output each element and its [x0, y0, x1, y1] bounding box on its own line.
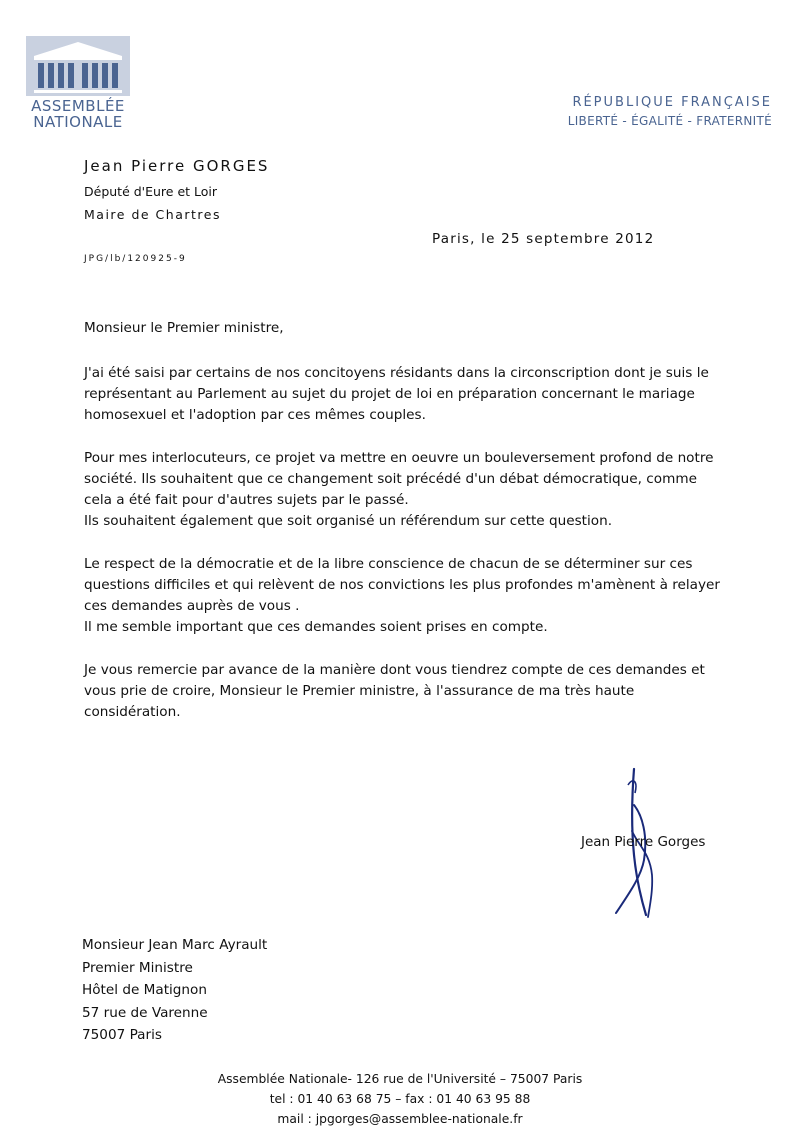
recipient-address — [82, 934, 267, 1047]
paragraph-line: Il me semble important que ces demandes soient prises en compte. — [84, 619, 548, 635]
recipient-line: 57 rue de Varenne — [82, 1004, 208, 1021]
salutation: Monsieur le Premier ministre, — [84, 320, 284, 336]
sender-role-deputy: Député d'Eure et Loir — [84, 184, 218, 199]
recipient-line: 75007 Paris — [82, 1027, 162, 1043]
republic-motto: LIBERTÉ - ÉGALITÉ - FRATERNITÉ — [567, 114, 772, 128]
letter-body — [84, 318, 734, 745]
sender-name: Jean Pierre GORGES — [84, 157, 270, 175]
hemicycle-icon — [26, 36, 130, 96]
republic-header — [542, 94, 772, 130]
paragraph-4 — [84, 660, 734, 723]
paragraph-2 — [84, 448, 734, 532]
reference-code: JPG/lb/120925-9 — [84, 254, 187, 264]
logo-text-line2: NATIONALE — [33, 113, 123, 131]
paragraph-1 — [84, 363, 734, 426]
assemblee-nationale-logo — [26, 36, 130, 130]
footer — [0, 1069, 800, 1129]
paragraph-line: J'ai été saisi par certains de nos concitoyens résidants dans la circonscription dont je suis le — [84, 365, 709, 381]
footer-phone: tel : 01 40 63 68 75 – fax : 01 40 63 95 88 — [269, 1092, 531, 1106]
recipient-line: Monsieur Jean Marc Ayrault — [82, 937, 268, 953]
paragraph-line: considération. — [84, 704, 181, 720]
date-line: Paris, le 25 septembre 2012 — [432, 231, 655, 247]
sender-role-mayor: Maire de Chartres — [84, 207, 221, 222]
paragraph-line: ces demandes auprès de vous . — [84, 598, 300, 614]
footer-address: Assemblée Nationale- 126 rue de l'Université – 75007 Paris — [217, 1072, 583, 1086]
paragraph-3 — [84, 554, 734, 638]
footer-mail: mail : jpgorges@assemblee-nationale.fr — [277, 1112, 523, 1126]
paragraph-line: Le respect de la démocratie et de la libre conscience de chacun de se déterminer sur ces — [84, 556, 693, 572]
paragraph-line: cela a été fait pour d'autres sujets par le passé. — [84, 492, 409, 508]
signature-name: Jean Pierre Gorges — [581, 834, 706, 850]
paragraph-line: Ils souhaitent également que soit organisé un référendum sur cette question. — [84, 513, 613, 529]
recipient-line: Hôtel de Matignon — [82, 982, 207, 998]
paragraph-line: vous prie de croire, Monsieur le Premier ministre, à l'assurance de ma très haute — [84, 683, 635, 699]
paragraph-line: questions difficiles et qui relèvent de nos convictions les plus profondes m'amènent à relayer — [84, 577, 720, 593]
paragraph-line: Pour mes interlocuteurs, ce projet va mettre en oeuvre un bouleversement profond de notre — [84, 450, 714, 466]
paragraph-line: Je vous remercie par avance de la manière dont vous tiendrez compte de ces demandes et — [84, 662, 705, 678]
republic-name: RÉPUBLIQUE FRANÇAISE — [572, 95, 772, 110]
paragraph-line: représentant au Parlement au sujet du projet de loi en préparation concernant le mariage — [84, 386, 695, 402]
paragraph-line: homosexuel et l'adoption par ces mêmes couples. — [84, 407, 426, 423]
logo-text-line1: ASSEMBLÉE — [31, 97, 125, 115]
paragraph-line: société. Ils souhaitent que ce changement soit précédé d'un débat démocratique, comme — [84, 471, 697, 487]
recipient-line: Premier Ministre — [82, 959, 193, 976]
